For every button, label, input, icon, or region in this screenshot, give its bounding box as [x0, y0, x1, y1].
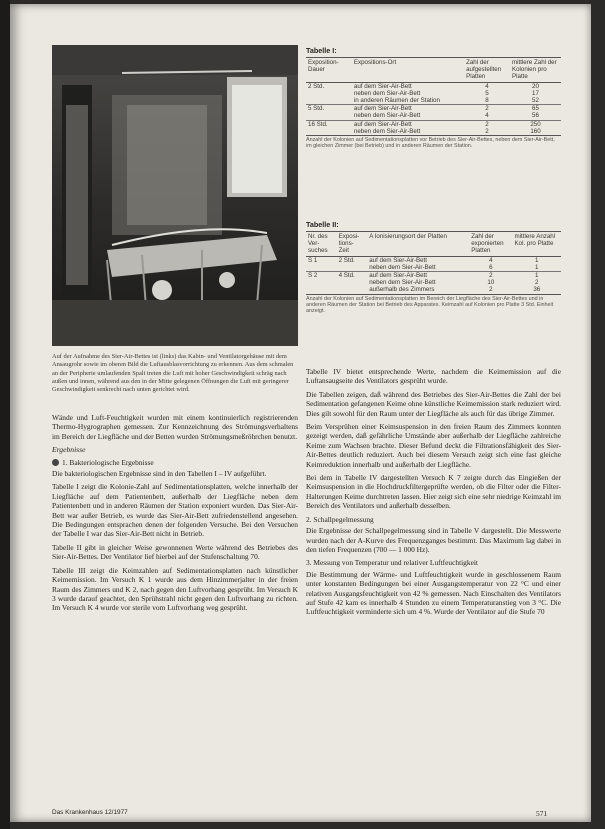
colonies-cell: 52 [532, 97, 539, 105]
bed-photo [52, 45, 298, 346]
right-paragraph: Bei dem in Tabelle IV dargestellten Versuch K 7 zeigte durch das Eingießen der Keimsuspension in die Hochdruckfiltergeprüfte werden, ob die Filter oder die Filter-Halterungen Keime durchtreten lassen. Hier zeigt sich eine sehr niedrige Keimzahl im Bereich des Ventilators und außerhalb desselben. [306, 473, 561, 511]
left-paragraph: Die bakteriologischen Ergebnisse sind in den Tabellen I – IV aufgeführt. [52, 469, 267, 479]
left-column [52, 413, 298, 617]
table-1-title: Tabelle I: [306, 46, 337, 55]
plates-cell: 8 [485, 97, 489, 105]
table-1-header: Expositions-Ort [352, 58, 464, 83]
colonies-cell: 56 [532, 112, 539, 120]
table-row [306, 256, 561, 264]
plates-cell: 5 [485, 89, 489, 97]
place-cell: auf dem Sier-Air-Bett [352, 105, 464, 113]
plates-cell: 4 [489, 256, 493, 264]
colonies-cell: 1 [513, 272, 561, 280]
subheading-bacteriology-text: 1. Bakteriologische Ergebnisse [62, 457, 154, 467]
duration-cell [306, 112, 352, 120]
colonies-cell: 20 [532, 82, 539, 90]
plates-cell: 2 [489, 286, 493, 294]
table-2-header: A Ionisierungsort der Platten [367, 232, 469, 257]
table-2-header: Exposi- tions- Zeit [337, 232, 368, 257]
place-cell: auf dem Sier-Air-Bett [353, 82, 412, 90]
plates-cell: 2 [464, 105, 510, 113]
subheading-temperature: 3. Messung von Temperatur und relativer Luftfeuchtigkeit [306, 558, 478, 568]
left-paragraph: Tabelle III zeigt die Keimzahlen auf Sedimentationsplatten nach künstlicher Keimemission. Im Versuch K 1 wurde aus dem Hinzimmerjalter in der freien Raum des Zimmers und K 2, nach gegen den Luftvorhang gesprüht. Im Versuch K 3 wurde darauf geachtet, den Sprühstrahl nicht gegen den Luftvorhang zu richten. Im Versuch K 4 wurde vor sterile vom Luftvorhang weg gesprüht. [52, 565, 298, 613]
plates-cell: 2 [469, 272, 512, 280]
place-cell: auf dem Sier-Air-Bett [352, 120, 464, 128]
plates-cell: 10 [487, 279, 495, 287]
right-paragraph: Tabelle IV bietet entsprechende Werte, nachdem die Keimemission auf die Luftansaugseite des Ventilators gesprüht wurde. [306, 367, 561, 386]
right-paragraph: Beim Versprühen einer Keimsuspension in den freien Raum des Zimmers konnten gezeigt werden, daß gefährliche Umstände aber außerhalb der Liegfläche zahlreiche Keime zum Wachsen brachte. Dieser Befund deckt die Filtrationsfähigkeit des Sier-Air-Bettes deutlich reduziert. Auch bei diesem Versuch zeigt sich eine fast gleiche Keimreduktion innerhalb und außerhalb der Liegfläche. [306, 422, 561, 469]
table-2-title: Tabelle II: [306, 220, 339, 229]
colonies-cell: 2 [535, 279, 539, 287]
table-2-header: Zahl der exponierten Platten [469, 232, 512, 257]
subheading-bacteriology [52, 458, 298, 467]
table-1-body [306, 82, 561, 135]
duration-cell [306, 128, 352, 135]
footer-journal: Das Krankenhaus 12/1977 [52, 809, 128, 816]
place-cell: auf dem Sier-Air-Bett [369, 256, 427, 264]
exposure-time-cell [337, 286, 368, 293]
exposure-time-cell: 4 Std. [337, 272, 368, 280]
sound-paragraph: Die Ergebnisse der Schallpegelmessung sind in Tabelle V dargestellt. Die Messwerte wurden nach der A-Kurve des Frequenzganges bestimmt. Das Maximum lag dabei in den tiefen Frequenzen (700 — 1 000 Hz). [306, 526, 561, 554]
table-2-note: Anzahl der Kolonien auf Sedimentationsplatten im Bereich der Liegfläche des Sier-Air-Bettes und in anderen Räumen der Station bei Betrieb des Apparates. Keimzahl auf Kolonien pro Platte 3 Std. Einheit anzeigt. [306, 294, 561, 315]
page-number: 571 [536, 809, 548, 818]
trial-number-cell [306, 286, 337, 293]
trial-number-cell: S 1 [308, 256, 318, 264]
table-1-header: Exposition- Dauer [306, 58, 352, 83]
subheading-sound: 2. Schallpegelmessung [306, 514, 374, 524]
duration-cell [306, 90, 352, 97]
place-cell: in anderen Räumen der Station [353, 97, 440, 105]
duration-cell: 2 Std. [308, 82, 325, 90]
photo-caption: Auf der Aufnahme des Sier-Air-Bettes ist (links) das Kabin- und Ventilatorgehäuse mit dem Ansaugrohr sowie im oberen Bild die Luftausblasvorrichtung zu erkennen. Aus dem schmalen an der Peripherie umlaufenden Spalt treten die Luft mit hoher Geschwindigkeit schräg nach außen und innen, während aus den in der Mitte gelegenen Öffnungen die Luft mit geringerer Geschwindigkeit senkrecht nach unten gerichtet wird. [52, 353, 294, 394]
temperature-paragraph: Die Bestimmung der Wärme- und Luftfeuchtigkeit wurde in geschlossenem Raum unter konstanten Bedingungen bei einer Ausgangstemperatur von 22 °C und einer relativen Ausgangsfeuchtigkeit von 42 % gemessen. Nach Einschalten des Ventilators auf Stufe 42 kam es innerhalb 4 Stunden zu einem Temperaturanstieg von 3 °C. Die Luftfeuchtigkeit verminderte sich um 4 %. Wurde der Ventilator auf die Stufe 70 [306, 569, 561, 617]
duration-cell: 16 Std. [306, 120, 352, 128]
table-row [306, 279, 561, 286]
left-paragraph: Tabelle I zeigt die Kolonie-Zahl auf Sedimentationsplatten, welche innerhalb der Liegfläche auf dem Patientenbett, außerhalb der Liegfläche neben dem Patientenbett und in anderen Räumen der Station exponiert wurden. Das Sier-Air-Bett war außer Betrieb, es wurde das Sier-Air-Bett zufriedenstellend angesehen. Die Bedingungen entsprachen denen der folgenden Versuche. Bei den Versuchen der Tabelle I war das Sier-Air-Bett nicht in Betrieb. [52, 482, 298, 539]
colonies-cell: 36 [533, 286, 541, 294]
place-cell: neben dem Sier-Air-Bett [353, 112, 421, 120]
place-cell: neben dem Sier-Air-Bett [353, 127, 421, 135]
colonies-cell: 160 [530, 127, 541, 135]
plates-cell: 4 [485, 112, 489, 120]
table-row [306, 82, 561, 90]
plates-cell: 2 [485, 127, 489, 135]
table-1-header: mittlere Zahl der Kolonien pro Platte [510, 58, 561, 83]
table-1-block [306, 46, 561, 150]
colonies-cell: 1 [535, 256, 539, 264]
place-cell: außerhalb des Zimmers [369, 286, 435, 294]
table-2 [306, 231, 561, 294]
table-row [306, 264, 561, 272]
plates-cell: 6 [489, 263, 493, 271]
trial-number-cell: S 2 [306, 272, 337, 280]
place-cell: neben dem Sier-Air-Bett [369, 279, 436, 287]
punch-hole-icon [52, 459, 59, 466]
table-row [306, 272, 561, 280]
exposure-time-cell [337, 264, 368, 272]
plates-cell: 2 [464, 120, 510, 128]
table-row [306, 120, 561, 128]
trial-number-cell [306, 279, 337, 286]
table-1-header: Zahl der aufgestellten Platten [464, 58, 510, 83]
place-cell: auf dem Sier-Air-Bett [367, 272, 469, 280]
table-row [306, 97, 561, 105]
colonies-cell: 250 [510, 120, 561, 128]
table-row [306, 286, 561, 293]
right-column [306, 367, 561, 621]
intro-paragraph: Wände und Luft-Feuchtigkeit wurden mit einem kontinuierlich registrierenden Thermo-Hygrographen gemessen. Zur Kennzeichnung des Strömungsverhaltens im Bereich der Liegfläche und der Betten wurden Strömungsmeßröhrchen benutzt. [52, 413, 298, 441]
place-cell: neben dem Sier-Air-Bett [369, 263, 436, 271]
table-1-note: Anzahl der Kolonien auf Sedimentationsplatten vor Betrieb des Sier-Air-Bettes, neben dem Sier-Air-Bett, im gleichen Zimmer (bei Betrieb) und in anderen Räumen der Station. [306, 135, 561, 150]
scan-edge [0, 0, 10, 829]
table-row [306, 128, 561, 135]
table-2-header: mittlere Anzahl Kol. pro Platte [513, 232, 561, 257]
place-cell: neben dem Sier-Air-Bett [353, 89, 421, 97]
table-2-header: Nr. des Ver- suches [306, 232, 337, 257]
plates-cell: 4 [485, 82, 489, 90]
table-2-block [306, 220, 561, 315]
trial-number-cell [306, 264, 337, 272]
right-paragraph: Die Tabellen zeigen, daß während des Betriebes des Sier-Air-Bettes die Zahl der bei Sedimentation gefangenen Keime ohne künstliche Keimemission stark reduziert wird. Dies gilt sowohl für den Raum unter der Liegfläche als auch für das übrige Zimmer. [306, 389, 561, 418]
table-row [306, 112, 561, 120]
colonies-cell: 1 [535, 263, 539, 271]
colonies-cell: 17 [532, 89, 539, 97]
table-1 [306, 57, 561, 135]
left-paragraph: Tabelle II gibt in gleicher Weise gewonnenen Werte während des Betriebes des Sier-Air-Bettes. Der Ventilator lief hierbei auf der Stufenschaltung 70. [52, 542, 298, 562]
exposure-time-cell: 2 Std. [338, 256, 355, 264]
duration-cell [306, 97, 352, 105]
colonies-cell: 65 [510, 105, 561, 113]
table-row [306, 105, 561, 113]
table-2-body [306, 256, 561, 294]
table-row [306, 90, 561, 97]
photo-image [52, 45, 298, 346]
duration-cell: 5 Std. [306, 105, 352, 113]
results-heading: Ergebnisse [52, 445, 86, 455]
exposure-time-cell [337, 279, 368, 286]
